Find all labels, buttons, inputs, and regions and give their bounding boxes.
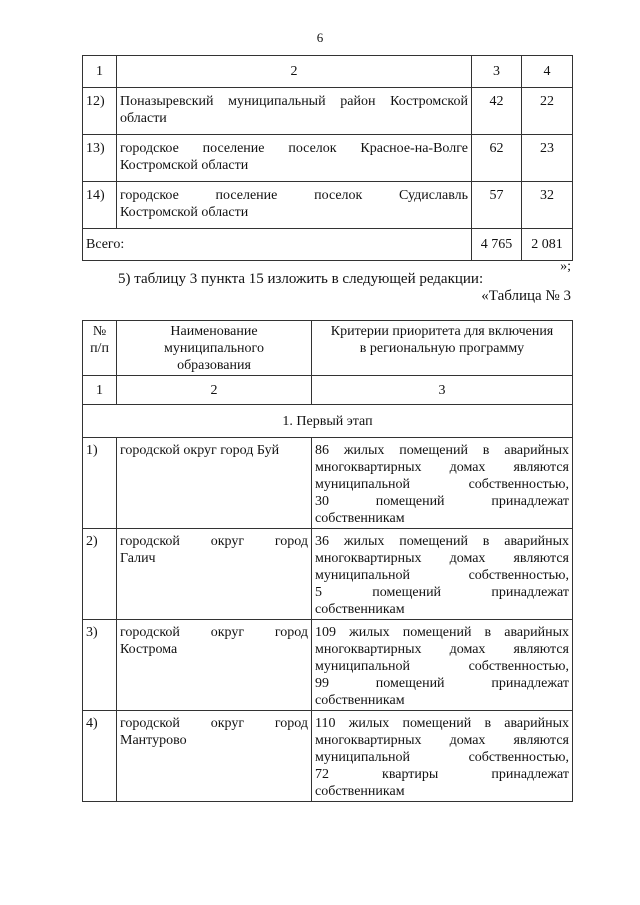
criteria-line: 99 помещений принадлежат [315, 676, 569, 691]
row-number: 14) [83, 182, 117, 229]
municipality-name [117, 711, 312, 802]
criteria-line: 110 жилых помещений в аварийных [315, 716, 569, 731]
value-cell: 57 [472, 182, 522, 229]
header-cell [312, 321, 573, 376]
value-cell: 42 [472, 88, 522, 135]
header-cell: 1 [83, 56, 117, 88]
name-line: Поназыревский муниципальный район Костромской [120, 94, 468, 109]
column-number: 2 [117, 376, 312, 405]
header-line: образования [177, 358, 251, 373]
municipality-name [117, 182, 472, 229]
municipality-name [117, 438, 312, 529]
criteria-line: муниципальной собственностью, [315, 659, 569, 674]
column-number: 1 [83, 376, 117, 405]
table-row [83, 182, 573, 229]
header-cell: 4 [522, 56, 573, 88]
name-line: Галич [120, 551, 156, 566]
column-number-row [83, 376, 573, 405]
criteria-text [312, 438, 573, 529]
stage-row [83, 405, 573, 438]
header-cell: 3 [472, 56, 522, 88]
name-line: городской округ город [120, 716, 308, 731]
criteria-line: многоквартирных домах являются [315, 460, 569, 475]
municipality-name [117, 135, 472, 182]
criteria-line: собственникам [315, 693, 405, 708]
name-line: городской округ город [120, 625, 308, 640]
header-line: в региональную программу [359, 341, 525, 356]
value-cell: 23 [522, 135, 573, 182]
criteria-text [312, 711, 573, 802]
table-header-row [83, 56, 573, 88]
row-number: 3) [83, 620, 117, 711]
name-line: области [120, 111, 167, 126]
name-line: городской округ город [120, 534, 308, 549]
table-row [83, 711, 573, 802]
criteria-line: 72 квартиры принадлежат [315, 767, 569, 782]
page-number: 6 [316, 30, 324, 45]
municipality-name [117, 88, 472, 135]
stage-title: 1. Первый этап [83, 405, 573, 438]
priority-criteria-table [82, 320, 573, 802]
amendment-paragraph: 5) таблицу 3 пункта 15 изложить в следующей редакции: [118, 271, 484, 287]
value-cell: 22 [522, 88, 573, 135]
header-line: № [92, 324, 107, 339]
row-number: 2) [83, 529, 117, 620]
column-number: 3 [312, 376, 573, 405]
header-cell [117, 321, 312, 376]
criteria-text [312, 529, 573, 620]
criteria-line: муниципальной собственностью, [315, 750, 569, 765]
table-row [83, 135, 573, 182]
header-cell [83, 321, 117, 376]
municipality-name [117, 620, 312, 711]
name-line: Кострома [120, 642, 178, 657]
name-line: Костромской области [120, 205, 249, 220]
total-value: 2 081 [522, 229, 573, 261]
total-label: Всего: [83, 229, 472, 261]
criteria-line: 5 помещений принадлежат [315, 585, 569, 600]
header-line: муниципального [164, 341, 264, 356]
table-row [83, 620, 573, 711]
table-row [83, 438, 573, 529]
closing-quote: »; [560, 259, 571, 274]
name-line: Костромской области [120, 158, 249, 173]
municipality-totals-table [82, 55, 573, 261]
header-cell: 2 [117, 56, 472, 88]
name-line: Мантурово [120, 733, 187, 748]
row-number: 12) [83, 88, 117, 135]
row-number: 13) [83, 135, 117, 182]
criteria-line: многоквартирных домах являются [315, 642, 569, 657]
criteria-line: муниципальной собственностью, [315, 477, 569, 492]
criteria-line: многоквартирных домах являются [315, 551, 569, 566]
table-row [83, 529, 573, 620]
name-line: городское поселение поселок Красное-на-Волге [120, 141, 468, 156]
municipality-name [117, 529, 312, 620]
value-cell: 32 [522, 182, 573, 229]
criteria-line: 30 помещений принадлежат [315, 494, 569, 509]
criteria-line: собственникам [315, 602, 405, 617]
table-header-row [83, 321, 573, 376]
criteria-line: 86 жилых помещений в аварийных [315, 443, 569, 458]
criteria-line: 109 жилых помещений в аварийных [315, 625, 569, 640]
header-line: Наименование [170, 324, 258, 339]
row-number: 4) [83, 711, 117, 802]
criteria-line: муниципальной собственностью, [315, 568, 569, 583]
total-value: 4 765 [472, 229, 522, 261]
value-cell: 62 [472, 135, 522, 182]
row-number: 1) [83, 438, 117, 529]
criteria-line: 36 жилых помещений в аварийных [315, 534, 569, 549]
table-row [83, 88, 573, 135]
name-line: городской округ город Буй [120, 443, 280, 458]
criteria-line: собственникам [315, 511, 405, 526]
header-line: п/п [90, 341, 109, 356]
header-line: Критерии приоритета для включения [330, 324, 554, 339]
criteria-line: собственникам [315, 784, 405, 799]
criteria-line: многоквартирных домах являются [315, 733, 569, 748]
name-line: городское поселение поселок Судиславль [120, 188, 468, 203]
table-label: «Таблица № 3 [481, 288, 571, 304]
criteria-text [312, 620, 573, 711]
total-row [83, 229, 573, 261]
